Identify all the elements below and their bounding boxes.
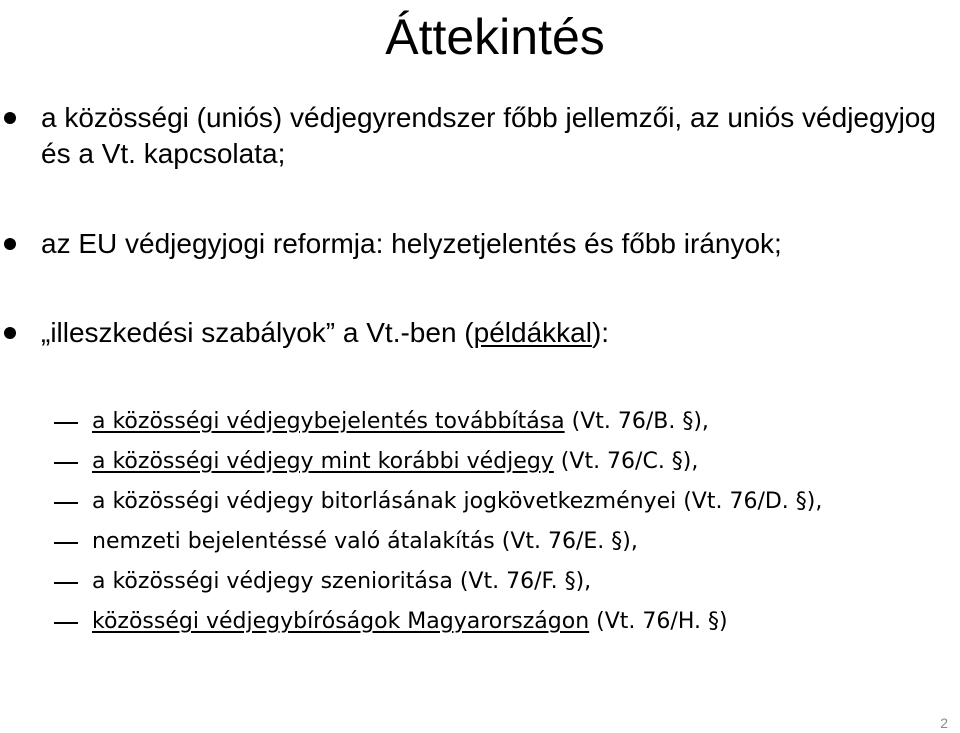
sub-bullet-text: (Vt. 76/B. §), bbox=[564, 409, 709, 434]
slide-title: Áttekintés bbox=[385, 9, 605, 65]
page-number: 2 bbox=[940, 715, 948, 731]
bullet-text-post: ): bbox=[591, 317, 610, 348]
dash-icon bbox=[54, 542, 78, 544]
bullet-dot-icon bbox=[4, 112, 16, 124]
dash-icon bbox=[54, 502, 78, 504]
sub-bullet-item bbox=[0, 444, 960, 480]
dash-icon bbox=[54, 422, 78, 424]
examples-link[interactable]: példákkal bbox=[473, 317, 592, 348]
bullet-text-pre: „illeszkedési szabályok” a Vt.-ben ( bbox=[41, 317, 474, 348]
dash-icon bbox=[54, 582, 78, 584]
sub-bullet-link[interactable]: a közösségi védjegy mint korábbi védjegy bbox=[92, 449, 554, 474]
bullet-text: az EU védjegyjogi reformja: helyzetjelentés és főbb irányok; bbox=[41, 228, 782, 259]
sub-bullet-link[interactable]: a közösségi védjegybejelentés továbbítása bbox=[92, 409, 565, 434]
sub-bullet-item bbox=[0, 484, 960, 520]
bullet-dot-icon bbox=[4, 327, 16, 339]
sub-bullet-text: a közösségi védjegy bitorlásának jogkövetkezményei (Vt. 76/D. §), bbox=[92, 489, 823, 514]
dash-icon bbox=[54, 462, 78, 464]
sub-bullet-text: nemzeti bejelentéssé való átalakítás (Vt. 76/E. §), bbox=[92, 529, 638, 554]
sub-bullet-link[interactable]: közösségi védjegybíróságok Magyarországon bbox=[92, 609, 590, 634]
sub-bullet-text: (Vt. 76/H. §) bbox=[589, 609, 728, 634]
bullet-text bbox=[41, 315, 941, 351]
sub-bullet-text: (Vt. 76/C. §), bbox=[553, 449, 699, 474]
sub-bullet-item bbox=[0, 604, 960, 640]
sub-bullet-item bbox=[0, 524, 960, 560]
sub-bullet-item bbox=[0, 564, 960, 600]
dash-icon bbox=[54, 622, 78, 624]
bullet-text: a közösségi (uniós) védjegyrendszer főbb jellemzői, az uniós védjegyjog és a Vt. kapcsolata; bbox=[41, 102, 936, 169]
sub-bullet-item bbox=[0, 404, 960, 440]
bullet-dot-icon bbox=[4, 238, 16, 250]
sub-bullet-text: a közösségi védjegy szenioritása (Vt. 76/F. §), bbox=[92, 569, 592, 594]
